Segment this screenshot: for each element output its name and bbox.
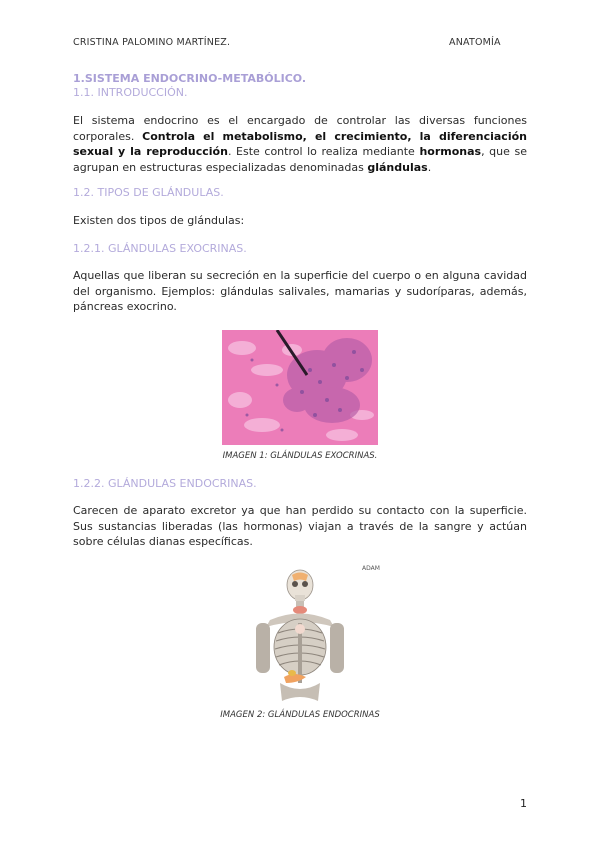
skeleton-svg — [248, 565, 352, 705]
histology-svg — [222, 330, 378, 445]
image-1-caption: IMAGEN 1: GLÁNDULAS EXOCRINAS. — [222, 451, 378, 461]
intro-text-4: . — [427, 160, 432, 174]
header-author: CRISTINA PALOMINO MARTÍNEZ. — [73, 37, 231, 48]
exocrinas-paragraph: Aquellas que liberan su secreción en la superficie del cuerpo o en alguna cavidad del organismo. Ejemplos: glándulas salivales, mamarias y sudoríparas, además, páncreas exocrino. — [73, 269, 527, 313]
subsection-title-endocrinas: 1.2.2. GLÁNDULAS ENDOCRINAS. — [73, 477, 257, 490]
subsection-title-tipos: 1.2. TIPOS DE GLÁNDULAS. — [73, 186, 224, 199]
intro-text-2: . Este control lo realiza mediante — [227, 145, 420, 158]
page-number: 1 — [520, 797, 527, 810]
intro-bold-glandulas: glándulas — [367, 160, 428, 174]
section-title: 1.SISTEMA ENDOCRINO-METABÓLICO. — [73, 72, 307, 85]
image-2-caption: IMAGEN 2: GLÁNDULAS ENDOCRINAS — [220, 710, 380, 720]
intro-text-3: , que se agrupan en estructuras especializadas denominadas — [73, 145, 527, 174]
adam-logo: ADAM — [362, 565, 380, 572]
subsection-title-exocrinas: 1.2.1. GLÁNDULAS EXOCRINAS. — [73, 242, 247, 255]
tipos-paragraph: Existen dos tipos de glándulas: — [73, 214, 245, 227]
header-subject: ANATOMÍA — [449, 37, 501, 48]
endocrine-glands-image — [248, 565, 352, 705]
endocrinas-paragraph: Carecen de aparato excretor ya que han perdido su contacto con la superficie. Sus sustancias liberadas (las hormonas) viajan a través de la sangre y actúan sobre células dianas específicas. — [73, 504, 527, 548]
intro-bold-hormonas: hormonas — [419, 145, 482, 158]
intro-bold-1: Controla el metabolismo, el crecimiento, la diferenciación sexual y la reproducción — [73, 129, 527, 158]
subsection-title-intro: 1.1. INTRODUCCIÓN. — [73, 86, 188, 99]
exocrine-histology-image — [222, 330, 378, 445]
intro-text-1: El sistema endocrino es el encargado de controlar las diversas funciones corporales. — [73, 114, 527, 143]
intro-paragraph — [73, 113, 527, 175]
